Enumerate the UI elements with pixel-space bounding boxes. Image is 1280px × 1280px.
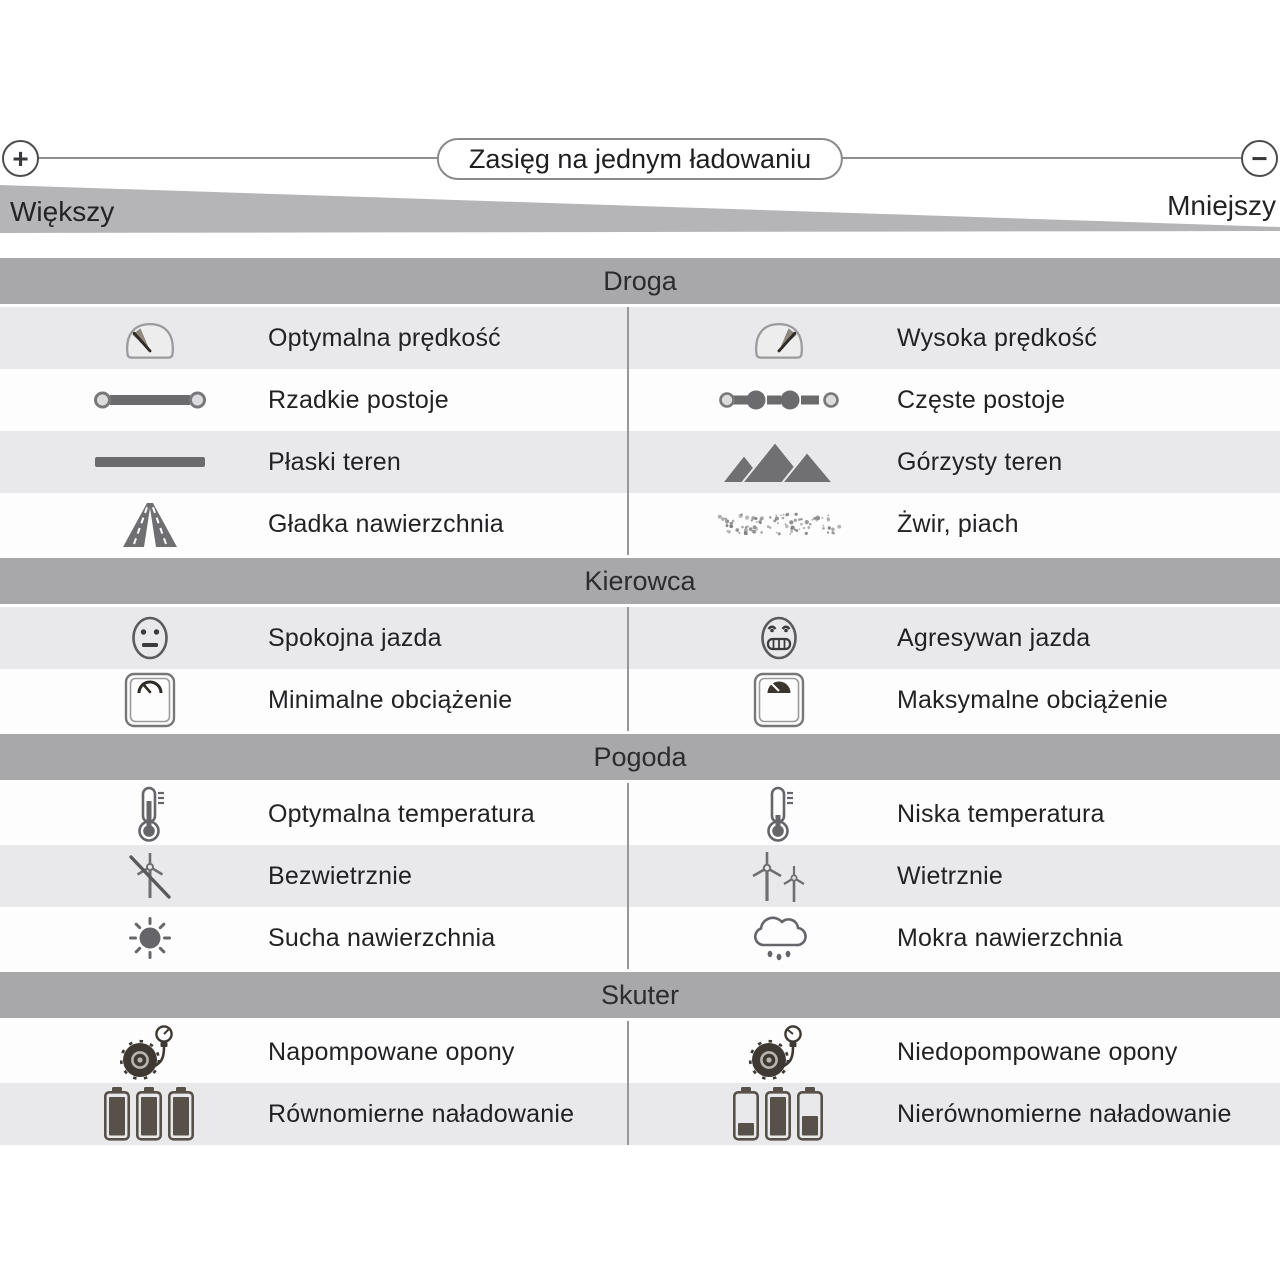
factor-label: Gładka nawierzchnia — [268, 509, 504, 538]
factor-cell-right — [627, 493, 1280, 555]
factor-label: Nierównomierne naładowanie — [897, 1099, 1232, 1128]
factor-label: Niedopompowane opony — [897, 1037, 1178, 1066]
scale-max-icon — [713, 671, 845, 729]
table-row — [0, 783, 1280, 845]
factor-cell-right — [627, 607, 1280, 669]
flat-terrain-icon — [84, 456, 216, 468]
factor-label: Agresywan jazda — [897, 623, 1091, 652]
range-right-label: Mniejszy — [1167, 190, 1276, 221]
factor-label: Wietrznie — [897, 861, 1003, 890]
section-header: Pogoda — [0, 734, 1280, 780]
no-wind-icon — [84, 848, 216, 904]
speedometer-low-icon — [84, 316, 216, 360]
gravel-icon — [713, 511, 845, 537]
table-row — [0, 607, 1280, 669]
table-row — [0, 493, 1280, 555]
factor-label: Żwir, piach — [897, 509, 1019, 538]
mountains-icon — [713, 439, 845, 485]
section-header: Kierowca — [0, 558, 1280, 604]
road-many-stops-icon — [713, 384, 845, 416]
table-row — [0, 907, 1280, 969]
section-header: Droga — [0, 258, 1280, 304]
batteries-uneven-icon — [713, 1087, 845, 1141]
speedometer-high-icon — [713, 316, 845, 360]
range-gradient-wedge — [0, 182, 1280, 236]
factor-label: Minimalne obciążenie — [268, 685, 513, 714]
factor-label: Płaski teren — [268, 447, 402, 476]
thermometer-low-icon — [713, 785, 845, 843]
factor-cell-left — [0, 493, 627, 555]
factor-cell-right — [627, 669, 1280, 731]
factor-cell-right — [627, 907, 1280, 969]
inflated-tire-icon — [84, 1023, 216, 1081]
sun-icon — [84, 911, 216, 965]
factor-cell-right — [627, 1083, 1280, 1145]
factor-cell-left — [0, 307, 627, 369]
factor-label: Rzadkie postoje — [268, 385, 449, 414]
factors-table — [0, 258, 1280, 1148]
thermometer-optimal-icon — [84, 785, 216, 843]
factor-label: Maksymalne obciążenie — [897, 685, 1168, 714]
rain-cloud-icon — [713, 911, 845, 965]
factor-cell-right — [627, 307, 1280, 369]
range-title-pill — [437, 138, 843, 180]
minus-symbol: − — [1251, 142, 1268, 174]
section-kierowca — [0, 558, 1280, 731]
factor-label: Sucha nawierzchnia — [268, 923, 496, 952]
plus-icon — [2, 140, 39, 177]
scale-min-icon — [84, 671, 216, 729]
table-row — [0, 669, 1280, 731]
section-droga — [0, 258, 1280, 555]
factor-label: Optymalna temperatura — [268, 799, 535, 828]
factor-cell-right — [627, 369, 1280, 431]
calm-face-icon — [84, 611, 216, 665]
factor-label: Napompowane opony — [268, 1037, 515, 1066]
table-row — [0, 1021, 1280, 1083]
factor-label: Górzysty teren — [897, 447, 1063, 476]
factor-cell-left — [0, 431, 627, 493]
table-row — [0, 369, 1280, 431]
batteries-even-icon — [84, 1087, 216, 1141]
table-row — [0, 307, 1280, 369]
range-scale — [0, 138, 1280, 180]
factor-label: Mokra nawierzchnia — [897, 923, 1123, 952]
table-row — [0, 845, 1280, 907]
factor-cell-left — [0, 1021, 627, 1083]
aggressive-face-icon — [713, 611, 845, 665]
range-left-label: Większy — [10, 196, 115, 227]
factor-cell-left — [0, 845, 627, 907]
factor-cell-right — [627, 1021, 1280, 1083]
section-pogoda — [0, 734, 1280, 969]
range-title: Zasięg na jednym ładowaniu — [468, 143, 812, 174]
factor-cell-right — [627, 431, 1280, 493]
factor-cell-left — [0, 369, 627, 431]
factor-cell-left — [0, 783, 627, 845]
factor-label: Równomierne naładowanie — [268, 1099, 575, 1128]
smooth-road-icon — [84, 499, 216, 549]
section-skuter — [0, 972, 1280, 1145]
factor-cell-right — [627, 783, 1280, 845]
plus-symbol: + — [12, 142, 29, 174]
table-row — [0, 1083, 1280, 1145]
factor-label: Wysoka prędkość — [897, 323, 1098, 352]
factor-label: Spokojna jazda — [268, 623, 442, 652]
wind-turbines-icon — [713, 847, 845, 905]
factor-cell-right — [627, 845, 1280, 907]
minus-icon — [1241, 140, 1278, 177]
deflated-tire-icon — [713, 1023, 845, 1081]
factor-cell-left — [0, 669, 627, 731]
road-few-stops-icon — [84, 385, 216, 415]
factor-label: Niska temperatura — [897, 799, 1105, 828]
factor-cell-left — [0, 607, 627, 669]
factor-label: Bezwietrznie — [268, 861, 413, 890]
factor-cell-left — [0, 907, 627, 969]
table-row — [0, 431, 1280, 493]
factor-label: Optymalna prędkość — [268, 323, 501, 352]
factor-label: Częste postoje — [897, 385, 1066, 414]
section-header: Skuter — [0, 972, 1280, 1018]
factor-cell-left — [0, 1083, 627, 1145]
